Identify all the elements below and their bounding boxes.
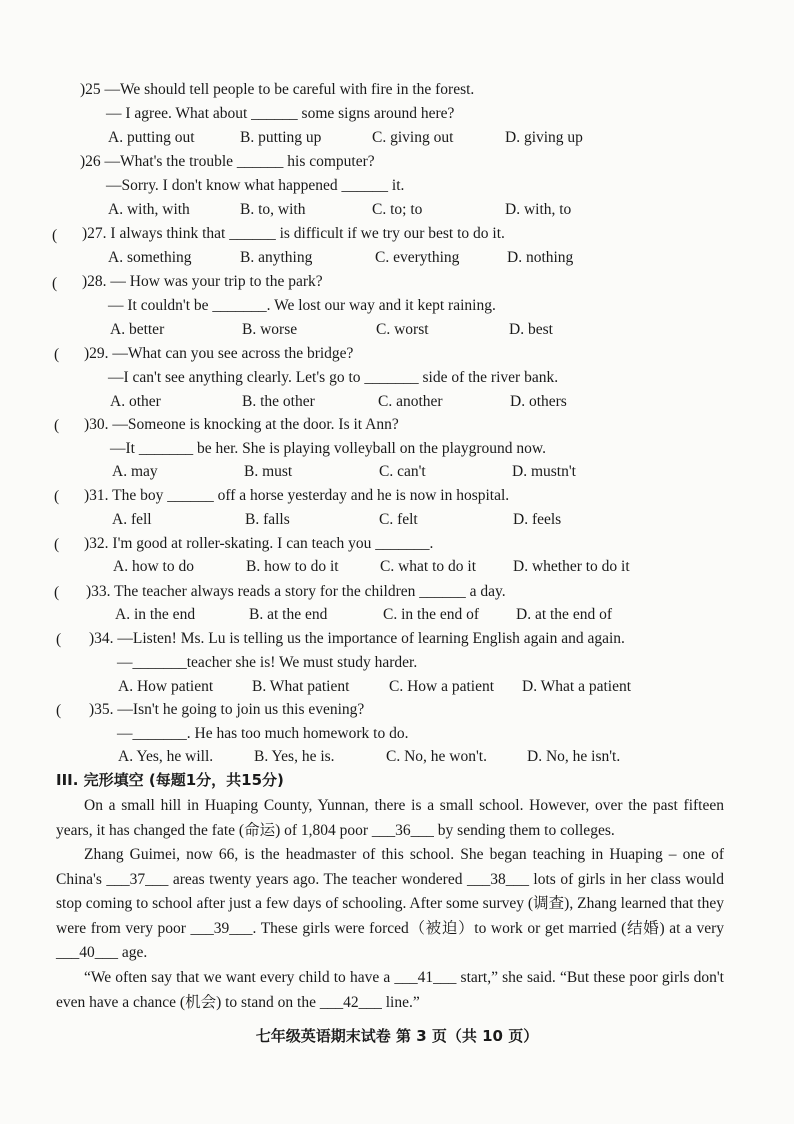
q33-option-c: C. in the end of <box>383 606 479 623</box>
q27-stem: )27. I always think that ______ is difficult if we try our best to do it. <box>82 225 505 242</box>
q34-option-c: C. How a patient <box>389 678 495 695</box>
q30-stem: )30. —Someone is knocking at the door. Is it Ann? <box>84 416 399 433</box>
q28-option-c: C. worst <box>376 321 429 338</box>
q32-option-b: B. how to do it <box>246 558 339 575</box>
q28-answer-paren: ( <box>52 275 58 292</box>
q27-option-c: C. everything <box>375 249 460 266</box>
q31-option-b: B. falls <box>245 511 290 528</box>
q31-option-c: C. felt <box>379 511 418 528</box>
q31-stem: )31. The boy ______ off a horse yesterday and he is now in hospital. <box>84 487 510 504</box>
q34-option-a: A. How patient <box>118 678 214 695</box>
q26-stem: )26 —What's the trouble ______ his computer? <box>80 153 375 170</box>
q34-option-b: B. What patient <box>252 678 350 695</box>
q33-stem: )33. The teacher always reads a story for the children ______ a day. <box>86 583 506 600</box>
q30-option-c: C. can't <box>379 463 426 480</box>
q25-option-c: C. giving out <box>372 129 454 146</box>
q32-answer-paren: ( <box>54 536 60 553</box>
q29-stem2: —I can't see anything clearly. Let's go to _______ side of the river bank. <box>108 369 559 386</box>
q30-option-d: D. mustn't <box>512 463 576 480</box>
q26-option-d: D. with, to <box>505 201 572 218</box>
q31-option-a: A. fell <box>112 511 152 528</box>
q31-answer-paren: ( <box>54 488 60 505</box>
q34-stem: )34. —Listen! Ms. Lu is telling us the importance of learning English again and again. <box>89 630 625 647</box>
page-footer: 七年级英语期末试卷 第 3 页（共 10 页） <box>255 1027 539 1045</box>
q35-option-c: C. No, he won't. <box>386 748 487 765</box>
q30-option-b: B. must <box>244 463 293 480</box>
q28-option-a: A. better <box>110 321 165 338</box>
q25-stem: )25 —We should tell people to be careful with fire in the forest. <box>80 81 475 98</box>
q35-option-b: B. Yes, he is. <box>254 748 335 765</box>
q32-option-a: A. how to do <box>113 558 194 575</box>
passage-paragraph-2: Zhang Guimei, now 66, is the headmaster of this school. She began teaching in Huaping – one of China's ___37___ areas twenty years ago. The teacher wondered ___38___ lots of girls in her class would stop coming to school after just a few days of schooling. After some survey (调查), Zhang learned that they were from very poor ___39___. These girls were forced（被迫）to work or get married (结婚) at a very ___40___ age. <box>56 846 724 962</box>
q30-option-a: A. may <box>112 463 158 480</box>
q33-option-a: A. in the end <box>115 606 196 623</box>
q35-stem: )35. —Isn't he going to join us this evening? <box>89 701 365 718</box>
q25-stem2: — I agree. What about ______ some signs around here? <box>106 105 455 122</box>
q35-option-a: A. Yes, he will. <box>118 748 214 765</box>
q27-option-b: B. anything <box>240 249 313 266</box>
q35-option-d: D. No, he isn't. <box>527 748 621 765</box>
q30-stem2: —It _______ be her. She is playing volleyball on the playground now. <box>110 440 546 457</box>
q28-stem2: — It couldn't be _______. We lost our way and it kept raining. <box>108 297 496 314</box>
q27-option-d: D. nothing <box>507 249 574 266</box>
q29-option-a: A. other <box>110 393 161 410</box>
q28-option-d: D. best <box>509 321 553 338</box>
q28-option-b: B. worse <box>242 321 298 338</box>
q33-answer-paren: ( <box>54 584 60 601</box>
q26-option-c: C. to; to <box>372 201 423 218</box>
q28-stem: )28. — How was your trip to the park? <box>82 273 323 290</box>
q33-option-b: B. at the end <box>249 606 328 623</box>
q27-option-a: A. something <box>108 249 192 266</box>
q32-option-d: D. whether to do it <box>513 558 630 575</box>
q34-stem2: —_______teacher she is! We must study harder. <box>117 654 418 671</box>
q27-answer-paren: ( <box>52 227 58 244</box>
q29-stem: )29. —What can you see across the bridge? <box>84 345 354 362</box>
q33-option-d: D. at the end of <box>516 606 612 623</box>
q29-option-b: B. the other <box>242 393 315 410</box>
q26-stem2: —Sorry. I don't know what happened ______ it. <box>106 177 405 194</box>
q32-option-c: C. what to do it <box>380 558 477 575</box>
passage-paragraph-3: “We often say that we want every child to have a ___41___ start,” she said. “But these poor girls don't even have a chance (机会) to stand on the ___42___ line.” <box>56 969 724 1011</box>
q25-option-a: A. putting out <box>108 129 195 146</box>
q34-answer-paren: ( <box>56 631 62 648</box>
q25-option-b: B. putting up <box>240 129 322 146</box>
passage-paragraph-1: On a small hill in Huaping County, Yunnan, there is a small school. However, over the past fifteen years, it has changed the fate (命运) of 1,804 poor ___36___ by sending them to colleges. <box>56 797 724 839</box>
q26-option-a: A. with, with <box>108 201 190 218</box>
q31-option-d: D. feels <box>513 511 562 528</box>
q35-stem2: —_______. He has too much homework to do. <box>117 725 409 742</box>
q29-answer-paren: ( <box>54 346 60 363</box>
q29-option-d: D. others <box>510 393 567 410</box>
q25-option-d: D. giving up <box>505 129 583 146</box>
q30-answer-paren: ( <box>54 417 60 434</box>
q26-option-b: B. to, with <box>240 201 306 218</box>
section-title: III. 完形填空 (每题1分，共15分) <box>56 771 284 789</box>
q34-option-d: D. What a patient <box>522 678 632 695</box>
q29-option-c: C. another <box>378 393 443 410</box>
q32-stem: )32. I'm good at roller-skating. I can teach you _______. <box>84 535 434 552</box>
q35-answer-paren: ( <box>56 702 62 719</box>
